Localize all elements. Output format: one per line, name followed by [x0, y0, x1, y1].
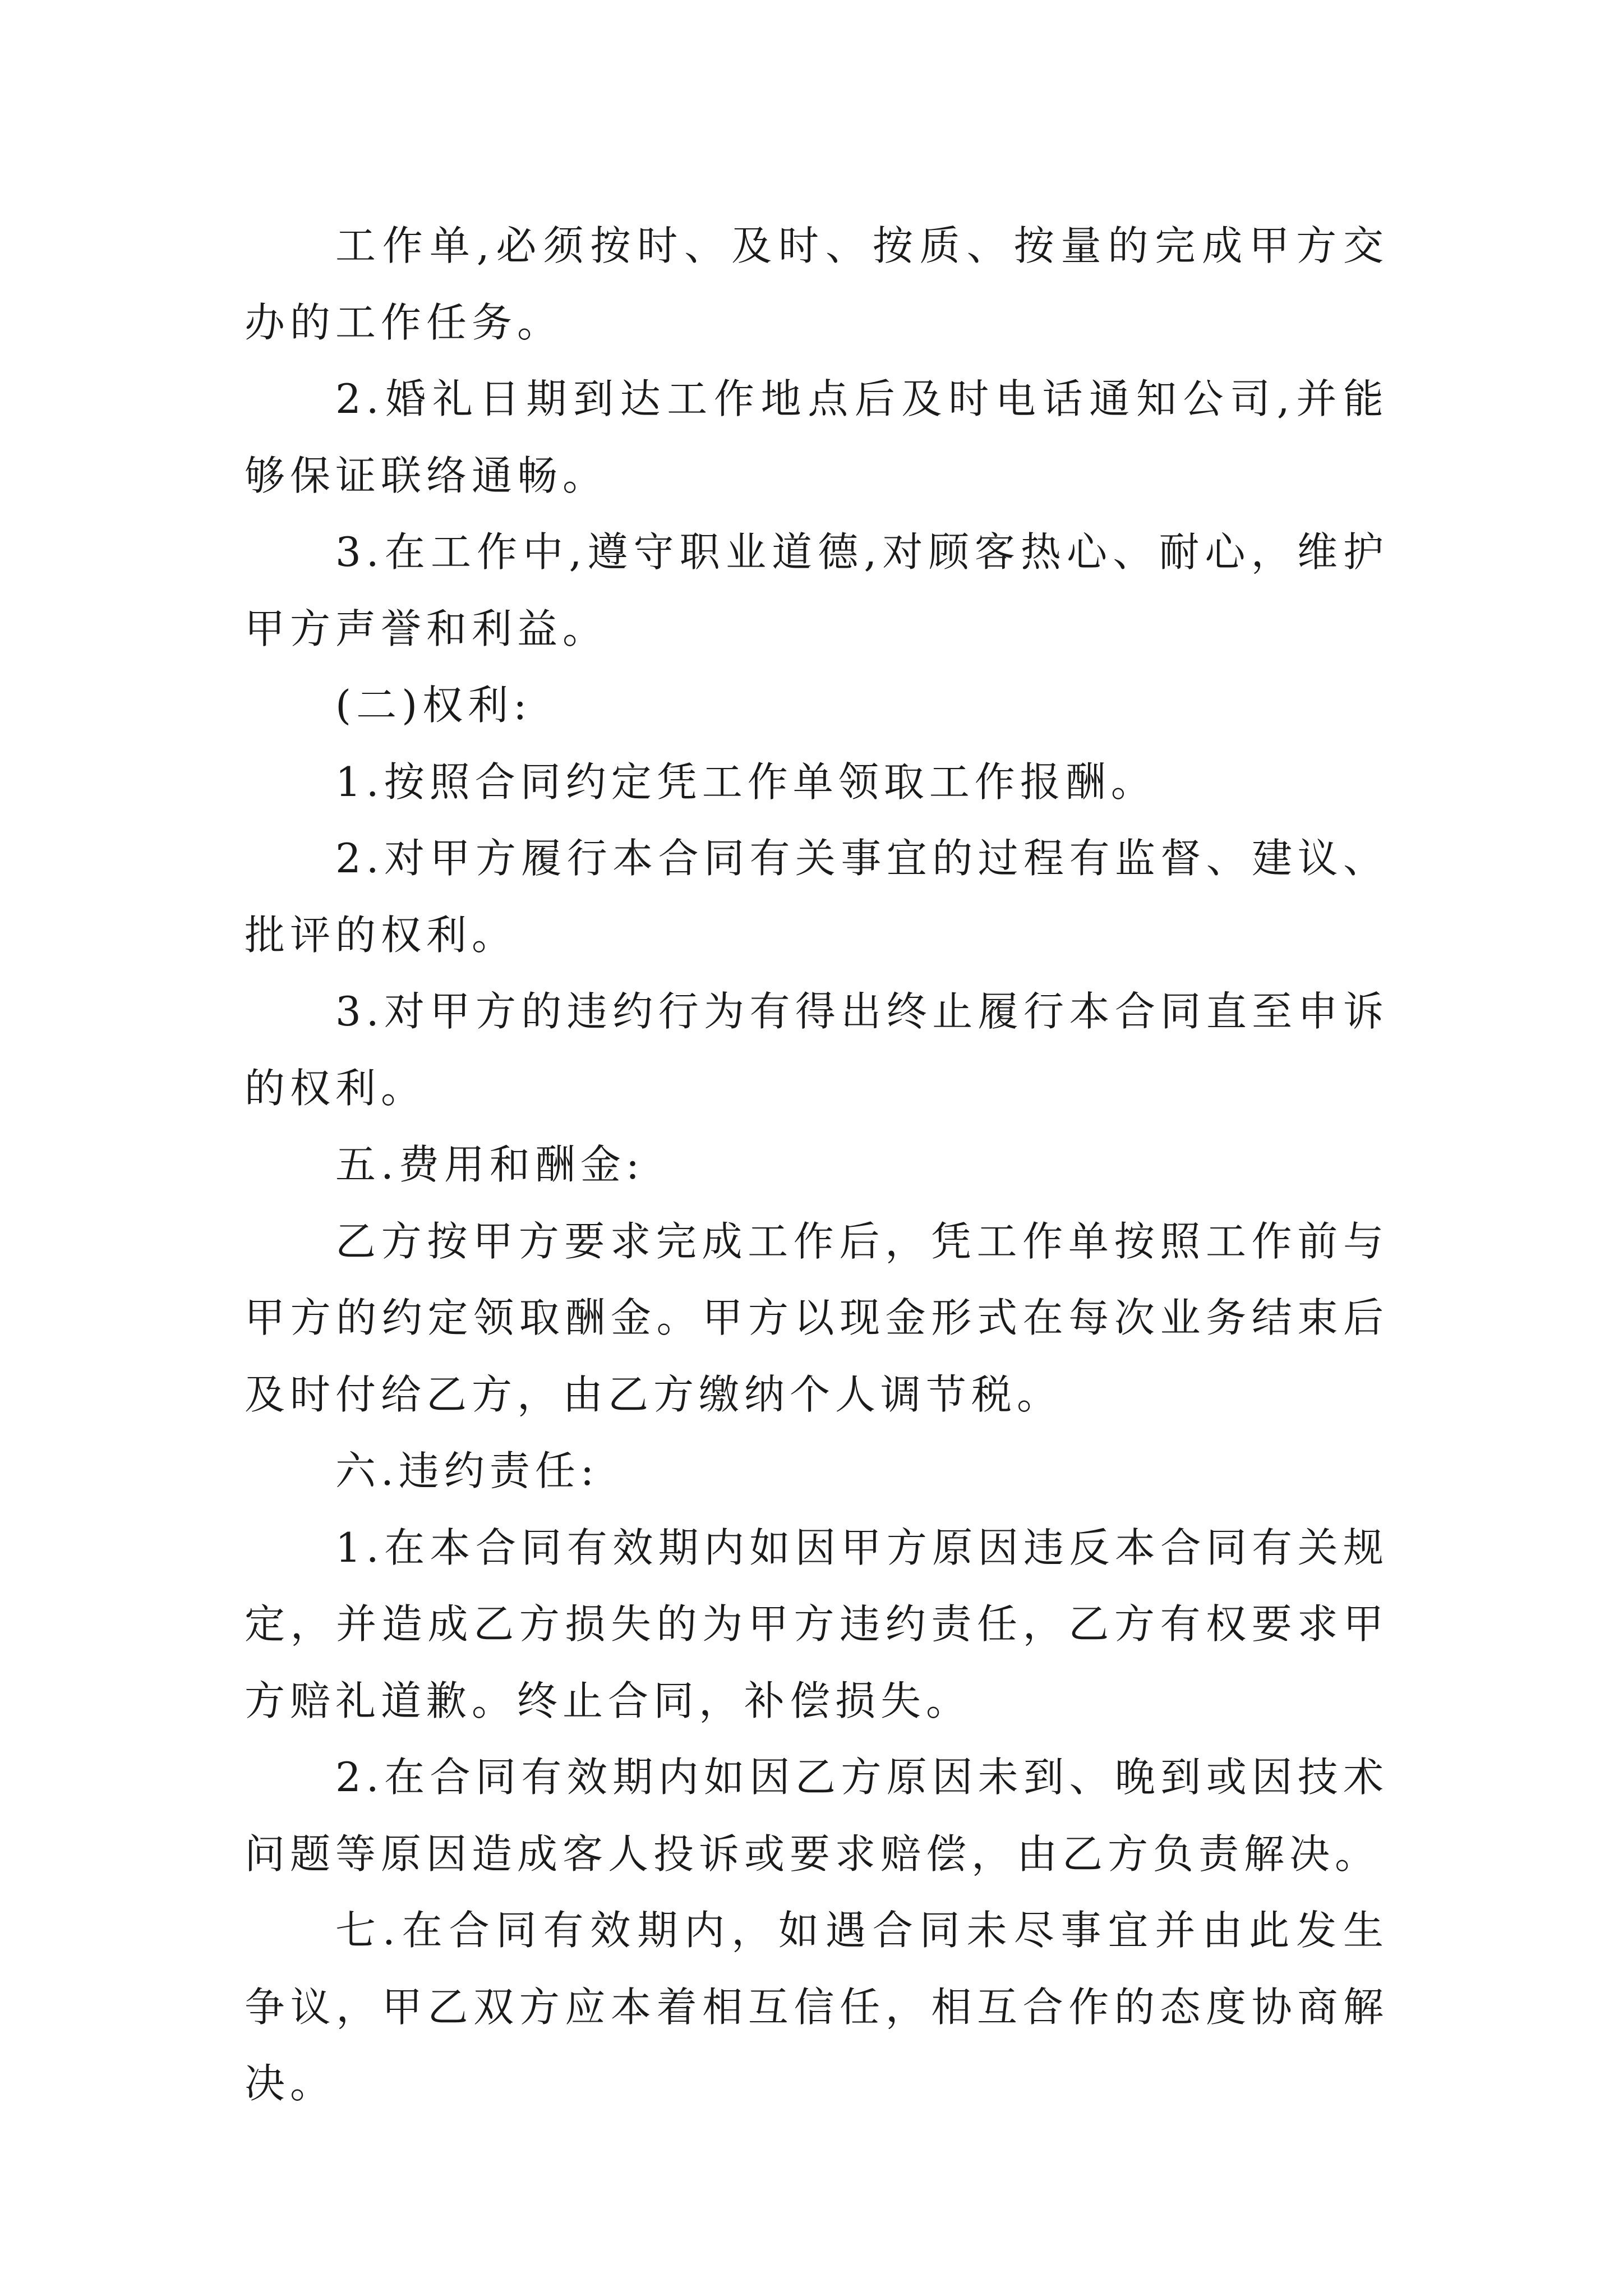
paragraph-duty-wedding-notify: 2.婚礼日期到达工作地点后及时电话通知公司,并能够保证联络通畅。: [245, 375, 1389, 499]
document-body: [245, 208, 1389, 2122]
heading-rights: (二)权利:: [335, 682, 532, 729]
paragraph-duty-ethics: 3.在工作中,遵守职业道德,对顾客热心、耐心，维护甲方声誉和利益。: [245, 528, 1389, 652]
heading-fees: 五.费用和酬金:: [335, 1141, 645, 1188]
paragraph-liability-party-b: 2.在合同有效期内如因乙方原因未到、晚到或因技术问题等原因造成客人投诉或要求赔偿，由乙方负责解决。: [245, 1754, 1389, 1878]
paragraph-right-supervision: 2.对甲方履行本合同有关事宜的过程有监督、建议、批评的权利。: [245, 835, 1389, 959]
paragraph-fees: 乙方按甲方要求完成工作后，凭工作单按照工作前与甲方的约定领取酬金。甲方以现金形式在每次业务结束后及时付给乙方，由乙方缴纳个人调节税。: [245, 1217, 1389, 1418]
paragraph-right-appeal: 3.对甲方的违约行为有得出终止履行本合同直至申诉的权利。: [245, 988, 1389, 1112]
paragraph-liability-party-a: 1.在本合同有效期内如因甲方原因违反本合同有关规定，并造成乙方损失的为甲方违约责任，乙方有权要求甲方赔礼道歉。终止合同，补偿损失。: [245, 1524, 1389, 1724]
paragraph-right-remuneration: 1.按照合同约定凭工作单领取工作报酬。: [335, 758, 1156, 806]
paragraph-duty-worksheet: 工作单,必须按时、及时、按质、按量的完成甲方交办的工作任务。: [245, 222, 1389, 346]
paragraph-dispute-resolution: 七.在合同有效期内，如遇合同未尽事宜并由此发生争议，甲乙双方应本着相互信任，相互合作的态度协商解决。: [245, 1907, 1389, 2107]
heading-liability: 六.违约责任:: [335, 1447, 600, 1494]
